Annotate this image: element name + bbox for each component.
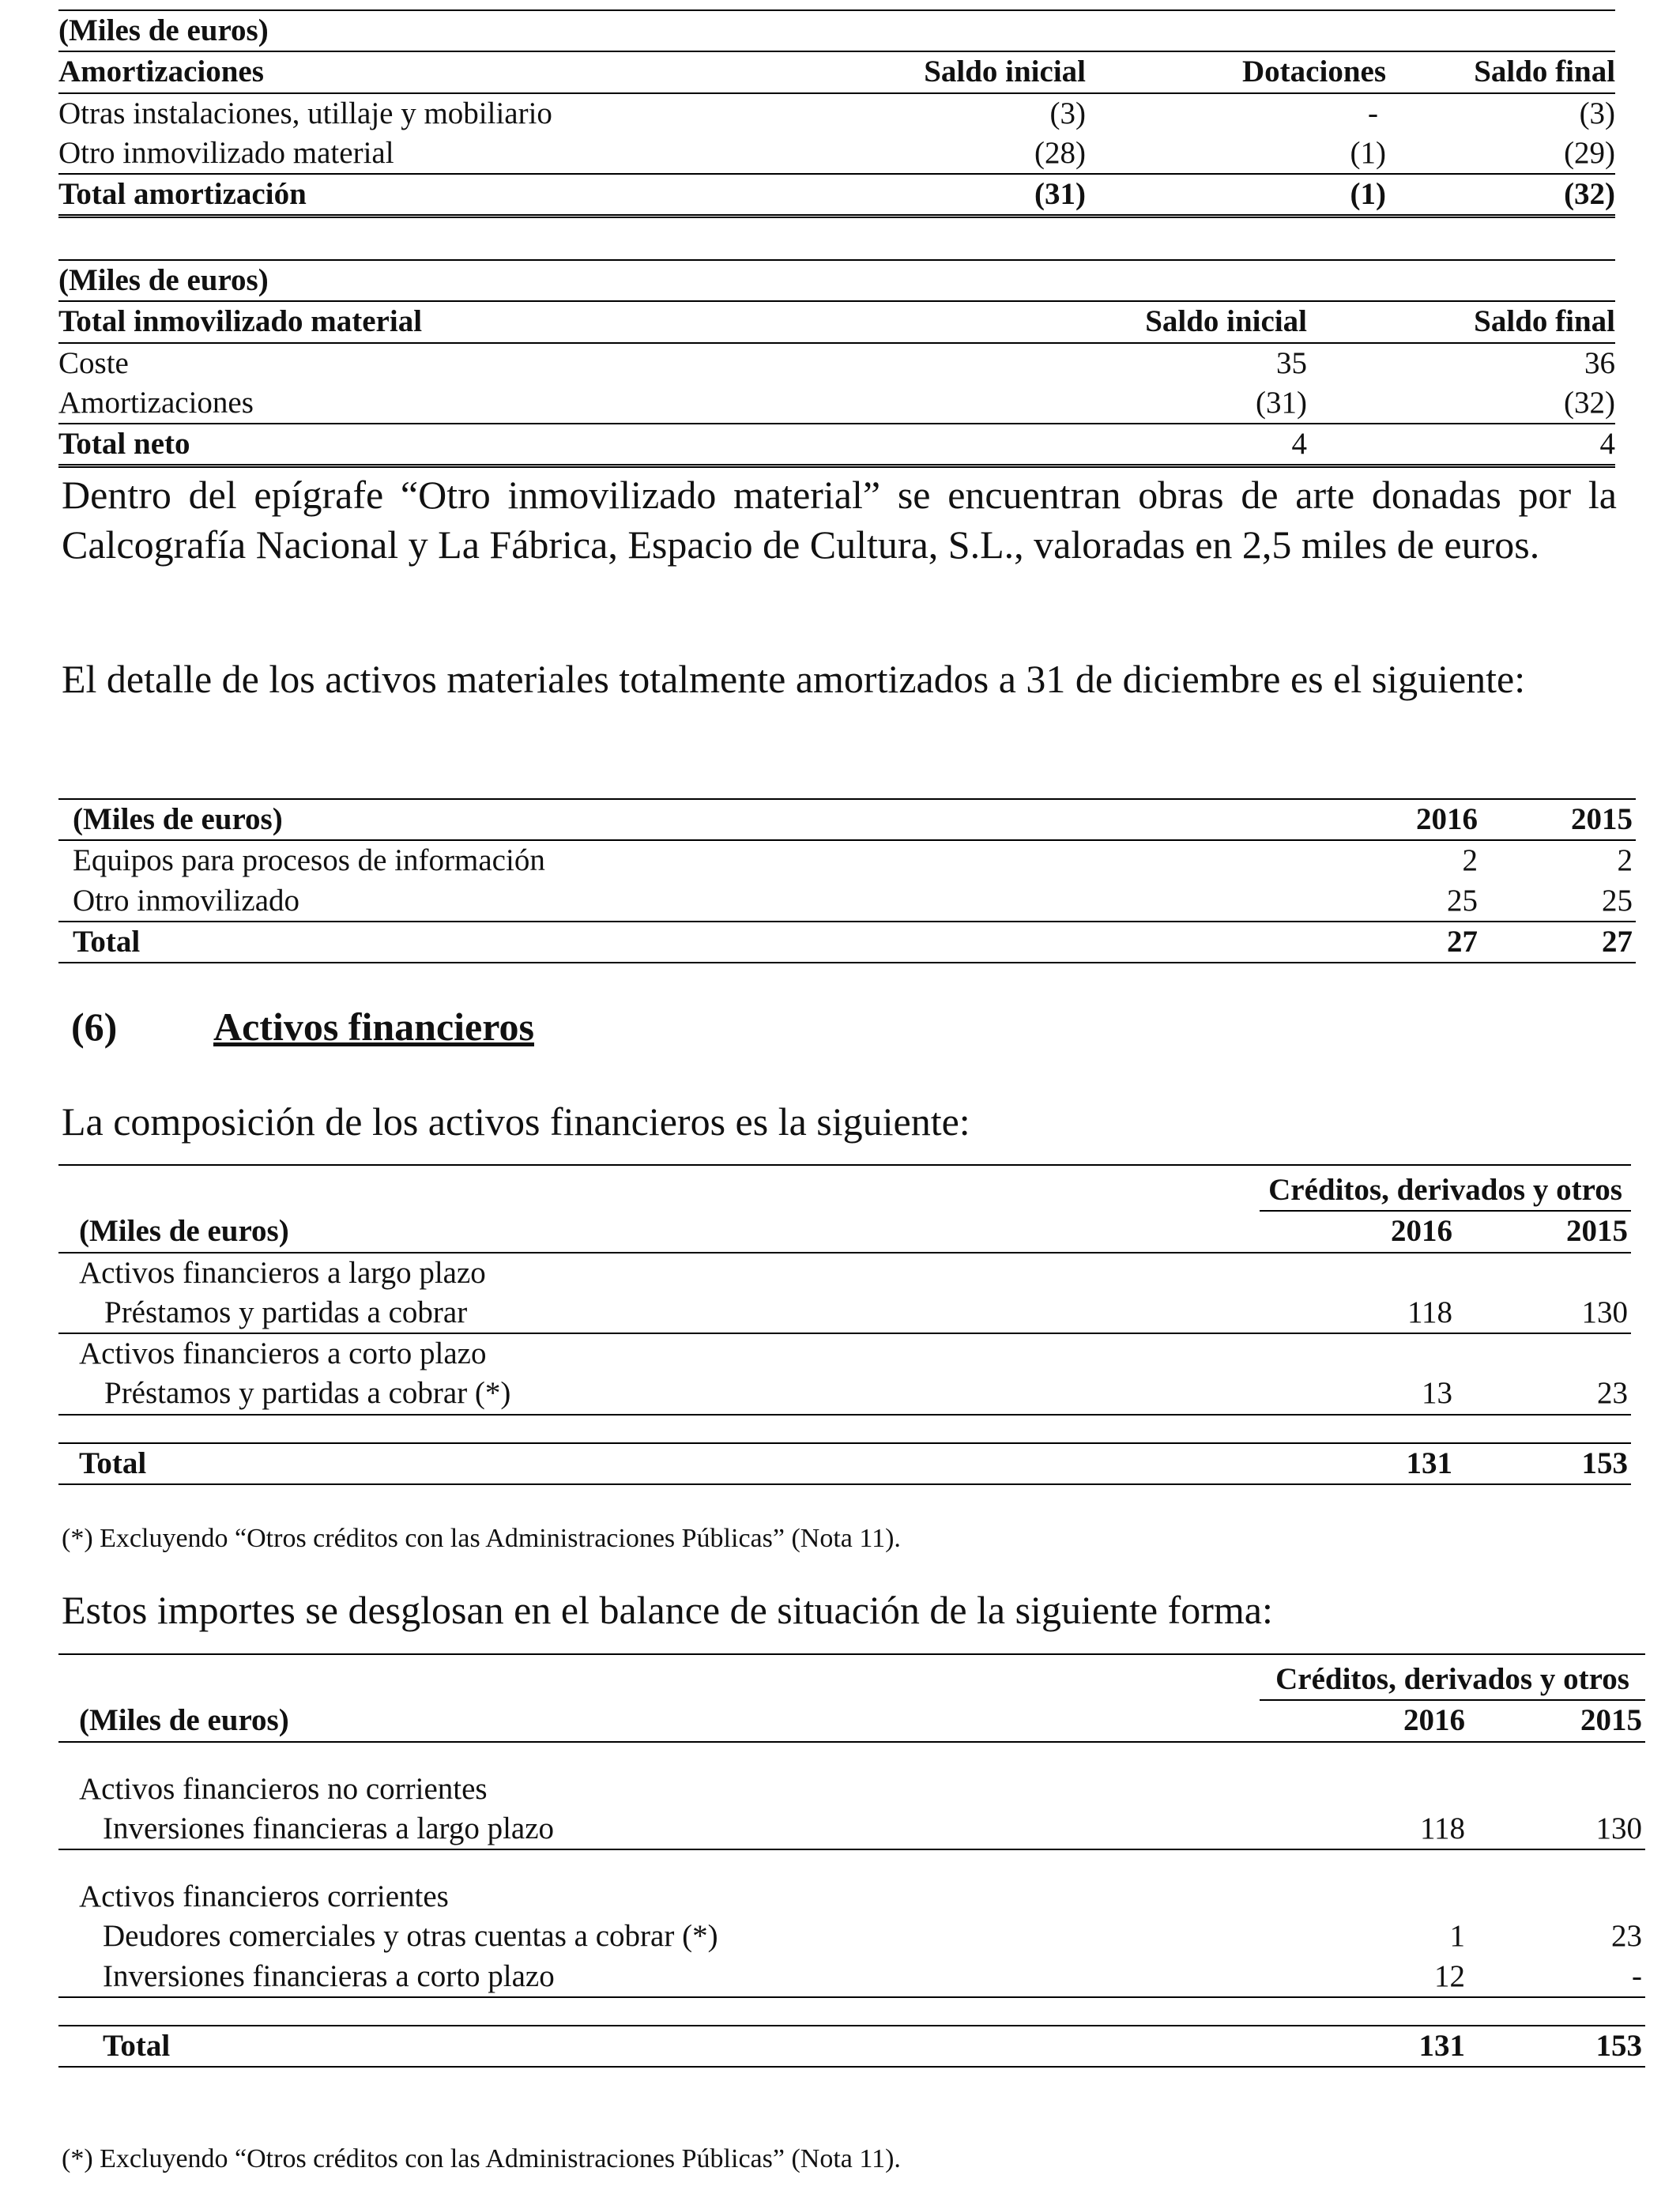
- column-header: 2016: [1260, 1211, 1473, 1252]
- column-header: 2016: [1291, 799, 1481, 840]
- column-header: 2016: [1260, 1700, 1497, 1741]
- column-header: Saldo inicial: [825, 51, 1086, 92]
- total-row: [58, 922, 1636, 963]
- section-title: Activos financieros: [213, 1005, 534, 1049]
- column-header: Saldo final: [1386, 51, 1615, 92]
- column-header: (Miles de euros): [58, 799, 1291, 840]
- total-row: [58, 174, 1615, 217]
- total-label: Total: [58, 2026, 1260, 2067]
- column-header: Dotaciones: [1086, 51, 1386, 92]
- total-value: 153: [1497, 2026, 1645, 2067]
- paragraph-desglose: Estos importes se desglosan en el balance de situación de la siguiente forma:: [62, 1588, 1273, 1632]
- cell-value: 118: [1260, 1809, 1497, 1849]
- column-header: Saldo inicial: [928, 301, 1307, 342]
- cell-value: 25: [1481, 881, 1636, 922]
- group-row: [58, 1770, 1645, 1809]
- cell-value: (28): [825, 134, 1086, 174]
- desglose-balance-table: [58, 1653, 1645, 2068]
- total-value: (1): [1086, 174, 1386, 217]
- spacer-row: [58, 1415, 1631, 1443]
- column-header: 2015: [1497, 1700, 1645, 1741]
- cell-value: 12: [1260, 1957, 1497, 1997]
- total-label: Total amortización: [58, 174, 825, 217]
- group-header: Créditos, derivados y otros: [1260, 1165, 1631, 1211]
- table-row: [58, 134, 1615, 174]
- total-row: [58, 1443, 1631, 1484]
- totalmente-amortizados-table: [58, 798, 1636, 963]
- column-header: (Miles de euros): [58, 1211, 1260, 1252]
- total-label: Total: [58, 1443, 1260, 1484]
- table-row: [58, 881, 1636, 922]
- total-value: (32): [1386, 174, 1615, 217]
- table-unit-row: [58, 10, 1615, 51]
- table-header-row: [58, 301, 1615, 342]
- row-label: Deudores comerciales y otras cuentas a cobrar (*): [103, 1919, 718, 1954]
- group-label: Activos financieros corrientes: [79, 1879, 449, 1914]
- table-header-row: [58, 1211, 1631, 1252]
- empty-cell: [58, 1165, 1260, 1211]
- group-label: Activos financieros a corto plazo: [79, 1336, 487, 1371]
- row-label: Equipos para procesos de información: [73, 843, 545, 878]
- row-label: Otro inmovilizado: [58, 881, 1291, 922]
- table-row: [58, 1293, 1631, 1333]
- cell-value: 1: [1449, 1919, 1465, 1954]
- cell-value: 130: [1473, 1293, 1631, 1333]
- group-header-row: [58, 1165, 1631, 1211]
- total-label: Total: [58, 922, 1291, 963]
- spacer-row: [58, 1997, 1645, 2026]
- cell-value: (29): [1386, 134, 1615, 174]
- total-label: Total neto: [58, 424, 928, 466]
- column-header: Saldo final: [1307, 301, 1615, 342]
- table-header-row: [58, 1700, 1645, 1741]
- total-value: 131: [1260, 1443, 1473, 1484]
- spacer-cell: [58, 1997, 1645, 2026]
- cell-value: 118: [1260, 1293, 1473, 1333]
- cell-value: -: [1497, 1957, 1645, 1997]
- footnote: (*) Excluyendo “Otros créditos con las Administraciones Públicas” (Nota 11).: [62, 2144, 901, 2173]
- column-header: Total inmovilizado material: [58, 301, 928, 342]
- cell-value: 23: [1611, 1919, 1643, 1954]
- cell-value: 35: [1276, 345, 1307, 380]
- row-label: Préstamos y partidas a cobrar (*): [58, 1374, 1260, 1414]
- total-inmovilizado-table: [58, 259, 1615, 468]
- row-label: Amortizaciones: [58, 383, 928, 424]
- composicion-activos-table: [58, 1164, 1631, 1485]
- cell-value: 23: [1473, 1374, 1631, 1414]
- paragraph-obras-de-arte: Dentro del epígrafe “Otro inmovilizado material” se encuentran obras de arte donadas por la Calcografía Nacional y La Fábrica, Espacio de Cultura, S.L., valoradas en 2,5 miles de euros.: [62, 473, 1617, 567]
- group-header-row: [58, 1654, 1645, 1700]
- paragraph-composicion: La composición de los activos financieros es la siguiente:: [62, 1099, 970, 1144]
- table-row: [58, 1917, 1645, 1956]
- group-row: [58, 1253, 1631, 1293]
- spacer-row: [58, 1742, 1645, 1770]
- group-label: Activos financieros no corrientes: [79, 1771, 488, 1806]
- table-row: [58, 383, 1615, 424]
- cell-value: (1): [1086, 134, 1386, 174]
- cell-value: 36: [1584, 345, 1615, 380]
- cell-value: 2: [1462, 843, 1478, 878]
- total-value: 27: [1291, 922, 1481, 963]
- table-row: [58, 93, 1615, 134]
- total-value: 27: [1481, 922, 1636, 963]
- cell-value: 13: [1260, 1374, 1473, 1414]
- column-header: Amortizaciones: [58, 51, 825, 92]
- column-header: 2015: [1481, 799, 1636, 840]
- table-row: [58, 1957, 1645, 1997]
- spacer-row: [58, 1849, 1645, 1877]
- total-value: 4: [928, 424, 1307, 466]
- cell-value: 130: [1497, 1809, 1645, 1849]
- table-header-row: [58, 51, 1615, 92]
- row-label: Otro inmovilizado material: [58, 134, 825, 174]
- table-row: [58, 1809, 1645, 1849]
- table-row: [58, 840, 1636, 880]
- table-unit-row: [58, 260, 1615, 301]
- paragraph-detalle-activos: El detalle de los activos materiales totalmente amortizados a 31 de diciembre es el siguiente:: [62, 657, 1526, 701]
- cell-value: 25: [1291, 881, 1481, 922]
- spacer-cell: [58, 1849, 1645, 1877]
- cell-value: 2: [1617, 843, 1633, 878]
- footnote: (*) Excluyendo “Otros créditos con las Administraciones Públicas” (Nota 11).: [62, 1524, 901, 1553]
- section-heading: [71, 1004, 534, 1050]
- column-header: (Miles de euros): [58, 1700, 1260, 1741]
- row-label: Coste: [58, 345, 129, 380]
- table-row: [58, 343, 1615, 383]
- cell-value: -: [1368, 96, 1378, 130]
- group-row: [58, 1333, 1631, 1374]
- row-label: Préstamos y partidas a cobrar: [58, 1293, 1260, 1333]
- table-row: [58, 1374, 1631, 1414]
- column-header: 2015: [1473, 1211, 1631, 1252]
- row-label: Inversiones financieras a largo plazo: [58, 1809, 1260, 1849]
- total-row: [58, 424, 1615, 466]
- group-label: Activos financieros a largo plazo: [79, 1255, 486, 1290]
- total-row: [58, 2026, 1645, 2067]
- total-value: 153: [1473, 1443, 1631, 1484]
- row-label: Otras instalaciones, utillaje y mobiliario: [58, 96, 552, 130]
- unit-label: (Miles de euros): [58, 263, 269, 297]
- total-value: 4: [1307, 424, 1615, 466]
- table-header-row: [58, 799, 1636, 840]
- empty-cell: [58, 1654, 1260, 1700]
- row-label: Inversiones financieras a corto plazo: [58, 1957, 1260, 1997]
- amortizaciones-table: [58, 9, 1615, 218]
- section-number: (6): [71, 1005, 118, 1049]
- total-value: 131: [1260, 2026, 1497, 2067]
- cell-value: (3): [1579, 96, 1616, 130]
- spacer-cell: [58, 1415, 1631, 1443]
- unit-label: (Miles de euros): [58, 13, 269, 47]
- spacer-cell: [58, 1742, 1645, 1770]
- cell-value: (31): [928, 383, 1307, 424]
- total-value: (31): [825, 174, 1086, 217]
- group-row: [58, 1877, 1645, 1917]
- group-header: Créditos, derivados y otros: [1260, 1654, 1645, 1700]
- cell-value: (32): [1307, 383, 1615, 424]
- cell-value: (3): [1049, 96, 1086, 130]
